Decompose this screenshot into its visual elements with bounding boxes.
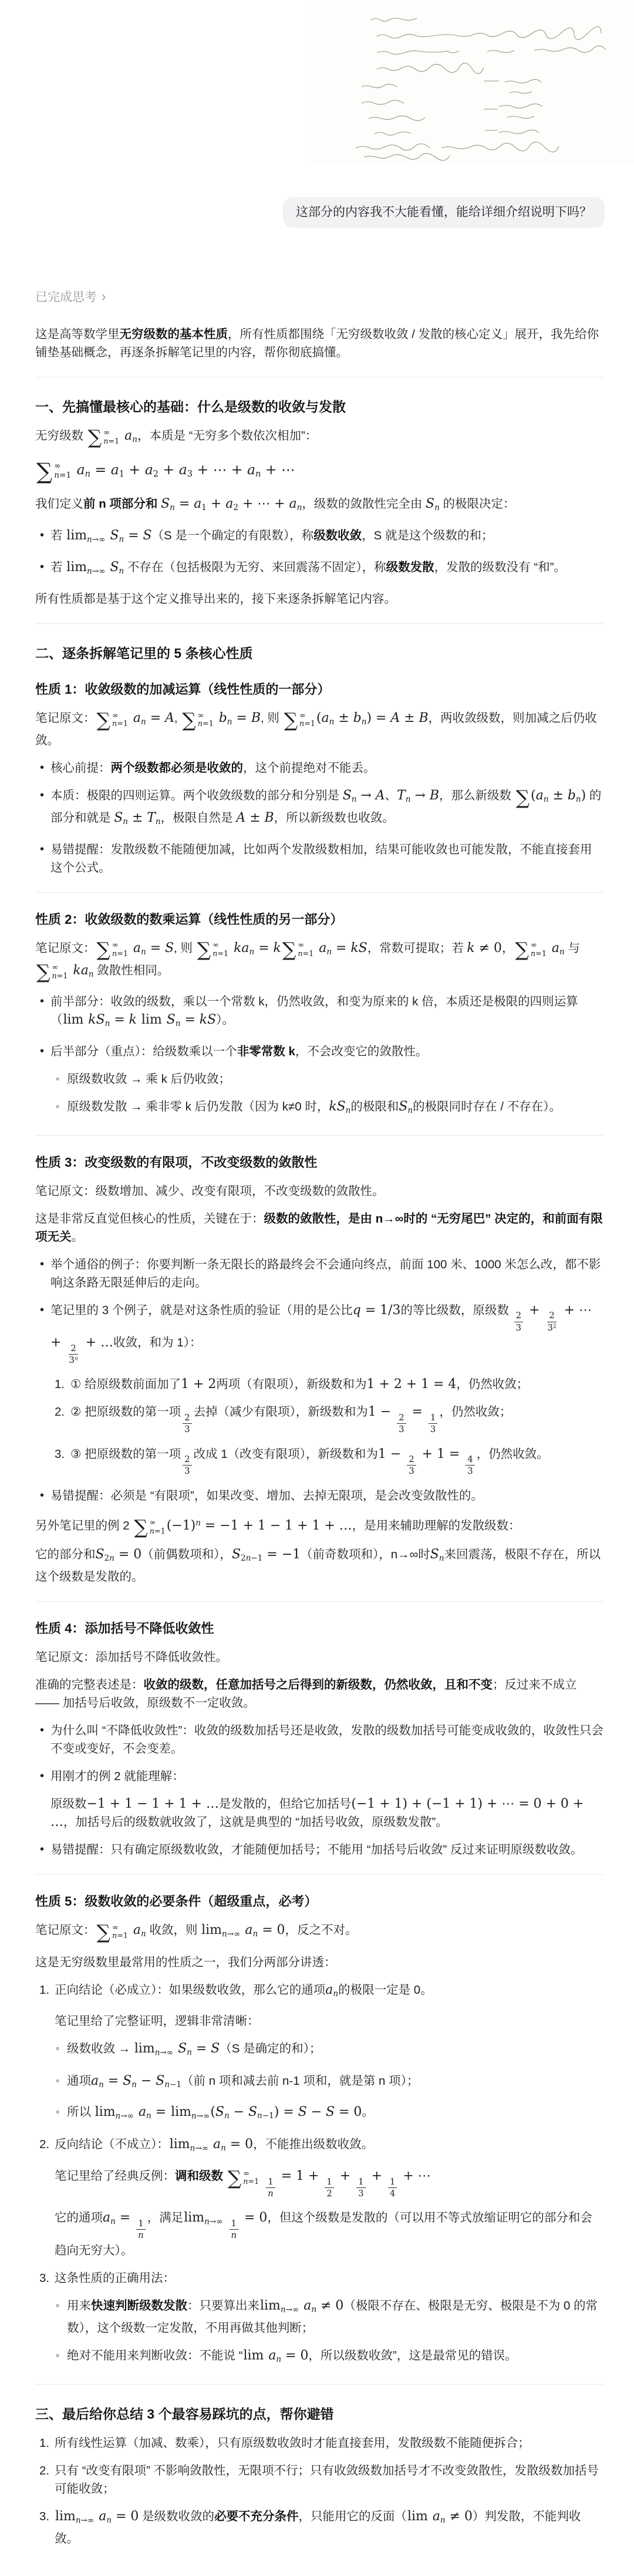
- section-heading: 三、最后给你总结 3 个最容易踩坑的点，帮你避错: [35, 2406, 334, 2422]
- bullet-item: • 本质：极限的四则运算。两个收敛级数的部分和分别是 $S_n \to A$、$T_n \to B$，那么新级数 ∑ $(a_n \pm b_n)$ 的部分和就是 $S_n \pm T_n$，极限自然是 A ± B，所以新级数也收敛。: [35, 786, 603, 831]
- paragraph: 准确的完整表述是：收敛的级数，任意加括号之后得到的新级数，仍然收敛，且和不变；反过来不成立 —— 加括号后收敛，原级数不一定收敛。: [35, 1678, 577, 1710]
- bullet-item: • 为什么叫 “不降低收敛性”：收敛的级数加括号还是收敛，发散的级数加括号可能变成收敛的，收敛性只会不变或变好，不会变差。: [35, 1721, 603, 1758]
- property-heading: 性质 4：添加括号不降低收敛性: [35, 1621, 214, 1636]
- bullet-item: • 若 $\lim_{n\to\infty} S_n = S(S$ 是一个确定的有限数），称级数收敛，S 就是这个级数的和；: [35, 526, 603, 549]
- thinking-status-label: 已完成思考: [35, 291, 97, 304]
- property-heading: 性质 3：改变级数的有限项，不改变级数的敛散性: [35, 1154, 318, 1170]
- paragraph: 它的部分和$S_{2n} = 0$（前偶数项和），$S_{2n-1} = -1$（前奇数项和），n→∞时$S_n$来回震荡，极限不存在，所以这个级数是发散的。: [35, 1547, 601, 1584]
- list-number: 3.: [39, 2509, 50, 2523]
- paragraph: 它的通项$a_n$ = $\frac{1}{n}$ ，满足$\lim_{n\to\infty}$ $\frac{1}{n}$ = 0，但这个级数是发散的（可以用不等式放缩证明它的部分和会趋向无穷大）。: [55, 2210, 592, 2257]
- list-number: 1.: [55, 1378, 65, 1392]
- assistant-message: [0, 228, 634, 2548]
- section-divider: [35, 2384, 603, 2385]
- display-formula: ∑ ∞ n=1 $a_n = a_1 + a_2 + a_3$ + ⋯ + $a_n$ + ⋯: [36, 458, 295, 484]
- bullet-item: ◦ 原级数发散 → 乘非零 k 后仍发散（因为 k≠0 时，$kS_n$的极限和$S_n$的极限同时存在 / 不存在）。: [35, 1098, 603, 1120]
- paragraph: 笔记原文： ∑ ∞ n=1 $a_n$ 收敛，则 $\lim_{n\to\infty} a_n = 0$，反之不对。: [35, 1920, 358, 1943]
- paragraph: 笔记里给了经典反例：调和级数 ∑ ∞ n=1 $\frac{1}{n}$ = 1 + $\frac{1}{2}$ + $\frac{1}{3}$ + $\frac{1}{4}$ + ⋯: [55, 2166, 431, 2199]
- paragraph: 笔记原文：级数增加、减少、改变有限项，不改变级数的敛散性。: [35, 1184, 385, 1198]
- list-number: 1.: [39, 2436, 50, 2450]
- paragraph: 所有性质都是基于这个定义推导出来的，接下来逐条拆解笔记内容。: [35, 592, 396, 606]
- paragraph: 笔记原文： ∑ ∞ n=1 $a_n = S$, 则 ∑ ∞ n=1 $ka_n = k$ ∑ ∞ n=1 $a_n$ = kS，常数可提取；若 k ≠ 0， ∑ ∞ n=1 $a_n$ 与 ∑ ∞ n=1 $ka_n$ 敛散性相同。: [35, 938, 580, 983]
- bullet-item: ◦ 所以 $\lim_{n\to\infty} a_n = \lim_{n\to\infty}(S_n - S_{n-1}) = S - S = 0$。: [35, 2103, 603, 2125]
- numbered-item: 3. 这条性质的正确用法：: [35, 2269, 603, 2287]
- bullet-item: ◦ 原级数收敛 → 乘 k 后仍收敛；: [35, 1070, 603, 1088]
- list-number: 3.: [55, 1447, 65, 1461]
- paragraph: 这是无穷级数里最常用的性质之一，我们分两部分讲透：: [35, 1955, 336, 1969]
- user-message-bubble: 这部分的内容我不大能看懂，能给详细介绍说明下吗？: [283, 197, 605, 228]
- numbered-item: 2. ② 把原级数的第一项 $\frac{2}{3}$ 去掉（减少有限项），新级数和为1 − $\frac{2}{3}$ = $\frac{1}{3}$ ，仍然收敛；: [35, 1403, 603, 1435]
- numbered-item: 3. ③ 把原级数的第一项 $\frac{2}{3}$ 改成 1（改变有限项），新级数和为1 − $\frac{2}{3}$ + 1 = $\frac{4}{3}$ ，仍然收敛。: [35, 1445, 603, 1477]
- bullet-item: • 易错提醒：必须是 “有限项”，如果改变、增加、去掉无限项，是会改变敛散性的。: [35, 1487, 603, 1505]
- paragraph: 另外笔记里的例 2 ∑ ∞ n=1 $(-1)^n = -1 + 1 - 1 + 1$ + …，是用来辅助理解的发散级数：: [35, 1515, 521, 1539]
- numbered-item: 2. 只有 “改变有限项” 不影响敛散性，无限项不行；只有收敛级数加括号才不改变敛散性，发散级数加括号可能收敛；: [35, 2462, 603, 2498]
- numbered-item: 1. 正向结论（必成立）：如果级数收敛，那么它的通项$a_n$的极限一定是 0。: [35, 1981, 603, 2003]
- bullet-item: • 若 $\lim_{n\to\infty} S_n$ 不存在（包括极限为无穷、来回震荡不固定），称级数发散，发散的级数没有 “和”。: [35, 558, 603, 580]
- bullet-item: • 易错提醒：只有确定原级数收敛，才能随便加括号；不能用 “加括号后收敛” 反过来证明原级数收敛。: [35, 1841, 603, 1859]
- attached-image-handwritten-notes[interactable]: [305, 0, 634, 163]
- bullet-item: • 笔记里的 3 个例子，就是对这条性质的验证（用的是公比q = 1/3的等比级数，原级数 $\frac{2}{3}$ + $\frac{2}{3^2}$ + ⋯ + $\frac{2}{3^n}$ + …收敛，和为 1）：: [35, 1301, 603, 1366]
- list-number: 1.: [39, 1983, 50, 1997]
- property-heading: 性质 5：级数收敛的必要条件（超级重点，必考）: [35, 1894, 318, 1909]
- section-heading: 一、先搞懂最核心的基础：什么是级数的收敛与发散: [35, 399, 346, 414]
- section-divider: [35, 1135, 603, 1136]
- bullet-item: ◦ 级数收敛 → $\lim_{n\to\infty} S_n = S(S$ 是确定的和）；: [35, 2040, 603, 2062]
- paragraph: 笔记原文：添加括号不降低收敛性。: [35, 1650, 228, 1665]
- user-message-row: [0, 197, 634, 228]
- section-heading: 二、逐条拆解笔记里的 5 条核心性质: [35, 646, 253, 661]
- numbered-item: 1. 所有线性运算（加减、数乘），只有原级数收敛时才能直接套用，发散级数不能随便拆合；: [35, 2434, 603, 2452]
- list-number: 2.: [39, 2463, 50, 2477]
- property-heading: 性质 2：收敛级数的数乘运算（线性性质的另一部分）: [35, 911, 343, 927]
- list-number: 3.: [39, 2271, 50, 2285]
- section-divider: [35, 1874, 603, 1875]
- section-divider: [35, 892, 603, 893]
- bullet-item: • 核心前提：两个级数都必须是收敛的，这个前提绝对不能丢。: [35, 759, 603, 777]
- paragraph: 无穷级数 ∑ ∞ n=1 $a_n$，本质是 “无穷多个数依次相加”：: [35, 426, 318, 449]
- bullet-item: • 举个通俗的例子：你要判断一条无限长的路最终会不会通向终点，前面 100 米、1000 米怎么改，都不影响这条路无限延伸后的走向。: [35, 1255, 603, 1292]
- ai-message-content: [35, 325, 603, 2548]
- section-divider: [35, 1601, 603, 1602]
- paragraph: 笔记原文： ∑ ∞ n=1 $a_n = A$, ∑ ∞ n=1 $b_n = B$, 则 ∑ ∞ n=1 $(a_n \pm b_n) = A \pm B$，两收敛级数，则加减之后仍收敛。: [35, 708, 597, 748]
- list-number: 2.: [39, 2137, 50, 2151]
- numbered-item: 2. 反向结论（不成立）：$\lim_{n\to\infty} a_n = 0$，不能推出级数收敛。: [35, 2135, 603, 2158]
- bullet-item: ◦ 用来快速判断级数发散：只要算出来$\lim_{n\to\infty} a_n \ne 0$（极限不存在、极限是无穷、极限是不为 0 的常数），这个级数一定发散，不用再做其他判断；: [35, 2297, 603, 2337]
- bullet-item: • 易错提醒：发散级数不能随便加减，比如两个发散级数相加，结果可能收敛也可能发散，不能直接套用这个公式。: [35, 840, 603, 877]
- thinking-status-toggle[interactable]: [35, 288, 106, 305]
- handwriting-sketch: [305, 0, 634, 163]
- numbered-item: 3. $\lim_{n\to\infty} a_n = 0$ 是级数收敛的必要不充分条件，只能用它的反面（lim $a_n \ne 0$）判发散，不能判收敛。: [35, 2507, 603, 2548]
- bullet-item: ◦ 绝对不能用来判断收敛：不能说 “lim $a_n = 0$，所以级数收敛”，这是最常见的错误。: [35, 2347, 603, 2369]
- user-message-attachments: [0, 0, 634, 163]
- paragraph: 这是高等数学里无穷级数的基本性质，所有性质都围绕「无穷级数收敛 / 发散的核心定义」展开，我先给你铺垫基础概念，再逐条拆解笔记里的内容，帮你彻底搞懂。: [35, 328, 599, 359]
- paragraph: 这是非常反直觉但核心的性质，关键在于：级数的敛散性，是由 n→∞时的 “无穷尾巴” 决定的，和前面有限项无关。: [35, 1211, 603, 1244]
- numbered-item: 1. ① 给原级数前面加了1 + 2两项（有限项），新级数和为1 + 2 + 1 = 4，仍然收敛；: [35, 1375, 603, 1393]
- paragraph: 原级数−1 + 1 − 1 + 1 + …是发散的，但给它加括号(−1 + 1) + (−1 + 1) + ⋯ = 0 + 0 + …，加括号后的级数就收敛了，这就是典型的 “加括号收敛，原级数发散”。: [50, 1797, 584, 1830]
- bullet-item: ◦ 通项$a_n = S_n - S_{n-1}$（前 n 项和减去前 n-1 项和，就是第 n 项）；: [35, 2072, 603, 2094]
- section-divider: [35, 623, 603, 624]
- bullet-item: • 后半部分（重点）：给级数乘以一个非零常数 k，不会改变它的敛散性。: [35, 1042, 603, 1061]
- chevron-right-icon: ›: [102, 288, 106, 305]
- list-number: 2.: [55, 1405, 65, 1419]
- property-heading: 性质 1：收敛级数的加减运算（线性性质的一部分）: [35, 682, 331, 697]
- bullet-item: • 前半部分：收敛的级数，乘以一个常数 k，仍然收敛，和变为原来的 k 倍，本质还是极限的四则运算（lim $kS_n = k$ $\lim S_n = kS$）。: [35, 992, 603, 1033]
- bullet-item: • 用刚才的例 2 就能理解：: [35, 1767, 603, 1785]
- paragraph: 笔记里给了完整证明，逻辑非常清晰：: [55, 2014, 259, 2028]
- paragraph: 我们定义前 n 项部分和 $S_n = a_1 + a_2$ + ⋯ + $a_n$，级数的敛散性完全由 $S_n$ 的极限决定：: [35, 496, 515, 512]
